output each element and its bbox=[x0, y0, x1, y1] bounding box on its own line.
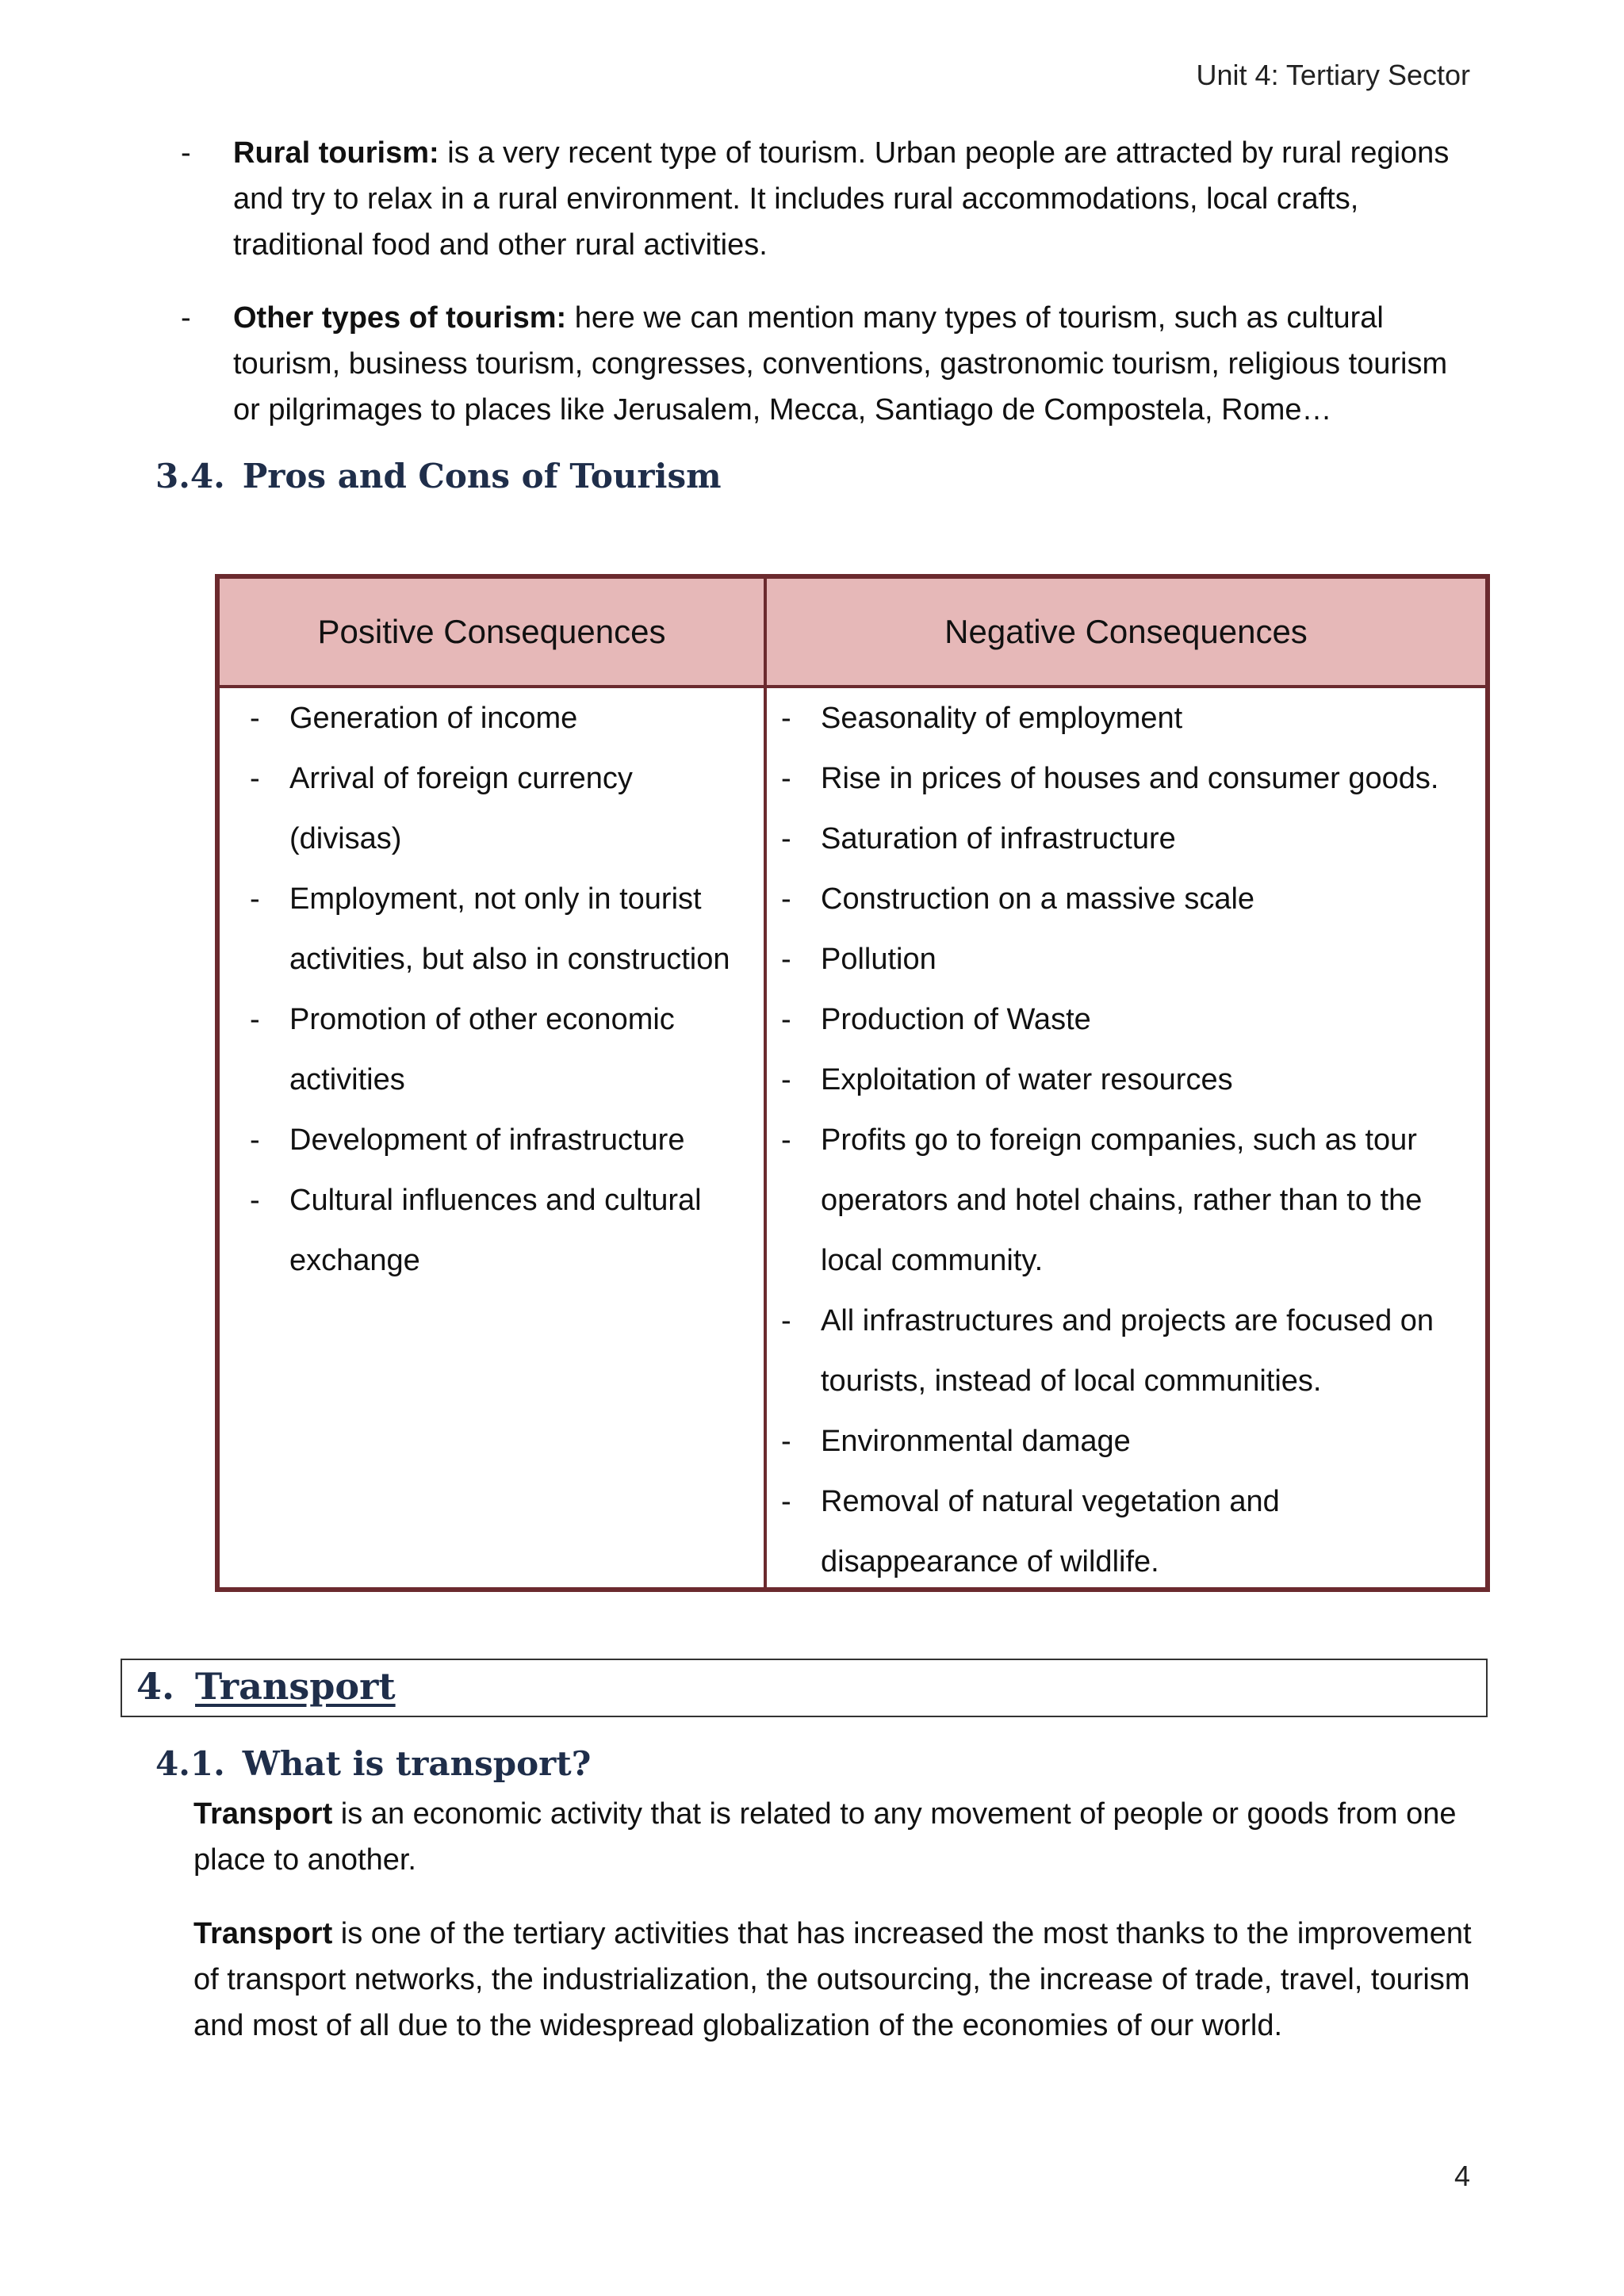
list-item: - Production of Waste bbox=[781, 1003, 1091, 1036]
section-heading-3-4 bbox=[155, 457, 722, 496]
list-item: - Rise in prices of houses and consumer goods. bbox=[781, 762, 1439, 795]
paragraph-term: Transport bbox=[193, 1797, 333, 1831]
list-item: - Generation of income bbox=[250, 702, 578, 735]
bullet-rural-tourism bbox=[181, 130, 1481, 268]
list-item: - Profits go to foreign companies, such as tour operators and hotel chains, rather than to the local community. bbox=[781, 1123, 1423, 1277]
list-item: - Employment, not only in tourist activities, but also in construction bbox=[250, 882, 730, 976]
list-item: - Construction on a massive scale bbox=[781, 882, 1255, 916]
positive-list bbox=[250, 688, 749, 1291]
list-item: - Removal of natural vegetation and disappearance of wildlife. bbox=[781, 1485, 1280, 1578]
bullet-dash: - bbox=[181, 136, 191, 170]
list-item: - All infrastructures and projects are focused on tourists, instead of local communities. bbox=[781, 1304, 1434, 1398]
negative-list bbox=[781, 688, 1479, 1592]
list-item: - Promotion of other economic activities bbox=[250, 1003, 675, 1096]
list-item: - Development of infrastructure bbox=[250, 1123, 685, 1157]
section-heading-4 bbox=[121, 1659, 1488, 1717]
list-item: - Arrival of foreign currency (divisas) bbox=[250, 762, 633, 855]
list-item: - Pollution bbox=[781, 943, 936, 976]
section-title: Pros and Cons of Tourism bbox=[242, 457, 722, 496]
list-item: - Cultural influences and cultural exchange bbox=[250, 1184, 702, 1277]
column-divider bbox=[764, 579, 767, 1587]
list-item: - Saturation of infrastructure bbox=[781, 822, 1176, 855]
list-item: - Environmental damage bbox=[781, 1425, 1131, 1458]
paragraph-transport-definition bbox=[193, 1791, 1494, 1883]
paragraph-text: is an economic activity that is related to any movement of people or goods from one place to another. bbox=[193, 1797, 1457, 1877]
section-number: 4. bbox=[136, 1665, 175, 1708]
page-header: Unit 4: Tertiary Sector bbox=[1196, 59, 1470, 91]
bullet-term: Other types of tourism: bbox=[233, 301, 567, 335]
page-number: 4 bbox=[1454, 2160, 1470, 2192]
paragraph-text: is one of the tertiary activities that has increased the most thanks to the improvement of transport networks, the industrialization, the outsourcing, the increase of trade, travel, tourism and most of all due to the widespread globalization of the economies of our world. bbox=[193, 1917, 1472, 2042]
section-number: 4.1. bbox=[155, 1744, 225, 1783]
list-item: - Exploitation of water resources bbox=[781, 1063, 1233, 1096]
paragraph-transport-growth bbox=[193, 1911, 1494, 2049]
section-heading-4-1 bbox=[155, 1744, 591, 1783]
section-title: Transport bbox=[195, 1665, 396, 1708]
list-item: - Seasonality of employment bbox=[781, 702, 1183, 735]
section-number: 3.4. bbox=[155, 457, 225, 496]
bullet-dash: - bbox=[181, 301, 191, 335]
pros-cons-table bbox=[215, 574, 1490, 1592]
header-negative: Negative Consequences bbox=[944, 613, 1308, 650]
header-positive: Positive Consequences bbox=[317, 613, 666, 650]
table-header-row bbox=[220, 579, 1485, 688]
bullet-term: Rural tourism: bbox=[233, 136, 439, 170]
bullet-text: here we can mention many types of tourism, such as cultural tourism, business tourism, congresses, conventions, gastronomic tourism, religious tourism or pilgrimages to places like Jerusalem, Mecca, Santiago de Compostela, Rome… bbox=[233, 301, 1448, 427]
section-title: What is transport? bbox=[242, 1744, 592, 1783]
bullet-other-tourism bbox=[181, 295, 1481, 433]
bullet-text: is a very recent type of tourism. Urban people are attracted by rural regions and try to relax in a rural environment. It includes rural accommodations, local crafts, traditional food and other rural activities. bbox=[233, 136, 1450, 262]
paragraph-term: Transport bbox=[193, 1917, 333, 1950]
